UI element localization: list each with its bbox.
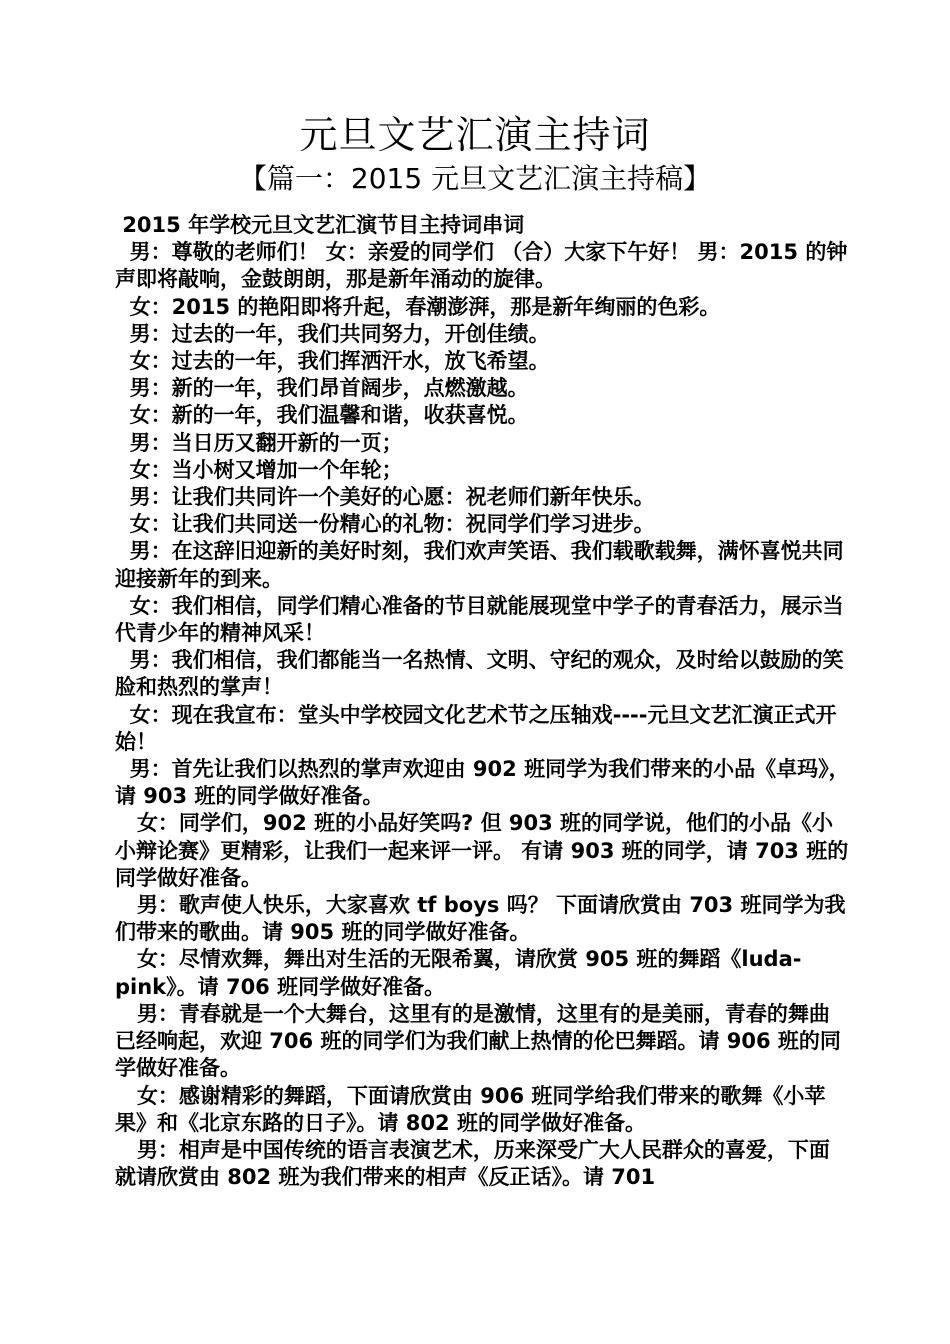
body-paragraph: 男：让我们共同许一个美好的心愿：祝老师们新年快乐。 (115, 485, 655, 510)
body-paragraph: 女：现在我宣布：堂头中学校园文化艺术节之压轴戏----元旦文艺汇演正式开始！ (115, 702, 837, 754)
body-paragraph: 男：相声是中国传统的语言表演艺术，历来深受广大人民群众的喜爱，下面就请欣赏由 802 班为我们带来的相声《反正话》。请 701 (115, 1137, 830, 1190)
document-subtitle: 【篇一：2015 元旦文艺汇演主持稿】 (238, 162, 712, 195)
body-paragraph: 女：当小树又增加一个年轮； (115, 457, 403, 482)
body-paragraph: 男：首先让我们以热烈的掌声欢迎由 902 班同学为我们带来的小品《卓玛》，请 903 班的同学做好准备。 (115, 757, 850, 809)
body-paragraph: 2015 年学校元旦文艺汇演节目主持词串词 (115, 213, 525, 237)
body-paragraph: 男：在这辞旧迎新的美好时刻，我们欢声笑语、我们载歌载舞，满怀喜悦共同迎接新年的到来。 (115, 539, 844, 591)
document-body (115, 212, 850, 1191)
body-paragraph: 女：2015 的艳阳即将升起，春潮澎湃，那是新年绚丽的色彩。 (115, 294, 721, 319)
body-paragraph: 男：歌声使人快乐，大家喜欢 tf boys 吗？ 下面请欣赏由 703 班同学为我们带来的歌曲。请 905 班的同学做好准备。 (115, 893, 846, 945)
document-title: 元旦文艺汇演主持词 (299, 113, 651, 157)
body-paragraph: 男：当日历又翻开新的一页； (115, 430, 403, 455)
body-paragraph: 女：同学们，902 班的小品好笑吗? 但 903 班的同学说，他们的小品《小小辩论赛》更精彩，让我们一起来评一评。 有请 903 班的同学，请 703 班的同学做好准备。 (115, 811, 849, 890)
body-paragraph: 女：我们相信，同学们精心准备的节目就能展现堂中学子的青春活力，展示当代青少年的精神风采！ (115, 593, 844, 646)
body-paragraph: 男：我们相信，我们都能当一名热情、文明、守纪的观众，及时给以鼓励的笑脸和热烈的掌声！ (115, 648, 844, 700)
body-paragraph: 女：新的一年，我们温馨和谐，收获喜悦。 (115, 403, 529, 428)
body-paragraph: 男：尊敬的老师们！ 女：亲爱的同学们 （合）大家下午好！ 男：2015 的钟声即将敲响，金鼓朗朗，那是新年涌动的旋律。 (115, 240, 848, 292)
body-paragraph: 女：感谢精彩的舞蹈，下面请欣赏由 906 班同学给我们带来的歌舞《小苹果》和《北京东路的日子》。请 802 班的同学做好准备。 (115, 1083, 826, 1135)
body-paragraph: 男：过去的一年，我们共同努力，开创佳绩。 (115, 321, 550, 346)
body-paragraph: 女：尽情欢舞，舞出对生活的无限希翼，请欣赏 905 班的舞蹈《luda-pink》。请 706 班同学做好准备。 (115, 947, 802, 999)
body-paragraph: 男：新的一年，我们昂首阔步，点燃激越。 (115, 376, 529, 401)
body-paragraph: 女：让我们共同送一份精心的礼物：祝同学们学习进步。 (115, 512, 655, 537)
body-paragraph: 女：过去的一年，我们挥洒汗水，放飞希望。 (115, 349, 550, 374)
body-paragraph: 男：青春就是一个大舞台，这里有的是激情，这里有的是美丽，青春的舞曲已经响起，欢迎 706 班的同学们为我们献上热情的伦巴舞蹈。请 906 班的同学做好准备。 (115, 1001, 841, 1081)
